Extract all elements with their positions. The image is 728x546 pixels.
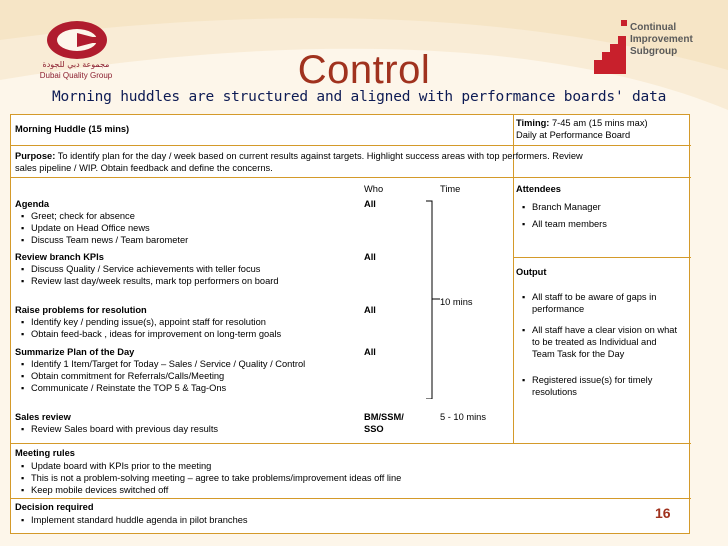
list-item: ▪ Obtain commitment for Referrals/Calls/Meeting — [31, 371, 224, 383]
list-item: ▪ Implement standard huddle agenda in pilot branches — [31, 515, 248, 527]
list-item: ▪ This is not a problem-solving meeting – agree to take problems/improvement ideas off line — [31, 473, 401, 485]
sales-time: 5 - 10 mins — [440, 412, 486, 422]
summarize-who: All — [364, 347, 376, 357]
attendee-item: ▪ Branch Manager — [532, 202, 601, 214]
output-item: ▪ All staff to be aware of gaps in — [532, 292, 656, 304]
list-item: ▪ Keep mobile devices switched off — [31, 485, 168, 497]
logo-english-text: Dubai Quality Group — [39, 71, 113, 80]
agenda-who: All — [364, 199, 376, 209]
purpose-text: To identify plan for the day / week based on current results against targets. Highlight success areas with top performers. Review — [57, 151, 583, 161]
purpose-line-2: sales pipeline / WIP. Obtain feedback and define the concerns. — [15, 163, 273, 173]
list-item: ▪ Review last day/week results, mark top performers on board — [31, 276, 279, 288]
list-item: ▪ Communicate / Reinstate the TOP 5 & Tag-Ons — [31, 383, 226, 395]
page-subtitle: Morning huddles are structured and aligned with performance boards' data — [52, 89, 667, 105]
page-title: Control — [297, 48, 431, 92]
huddle-title: Morning Huddle (15 mins) — [15, 124, 130, 134]
huddle-table — [10, 114, 690, 534]
agenda-title: Agenda — [15, 199, 50, 209]
output-item: ▪ Registered issue(s) for timely — [532, 375, 652, 387]
output-item-cont: Team Task for the Day — [532, 349, 625, 359]
purpose-line — [15, 151, 583, 163]
list-item: ▪ Obtain feed-back , ideas for improvement on long-term goals — [31, 329, 281, 341]
output-item-cont: to be treated as Individual and — [532, 337, 657, 347]
who-column-header: Who — [364, 184, 384, 194]
output-item-cont: resolutions — [532, 387, 577, 397]
list-item: ▪ Greet; check for absence — [31, 211, 135, 223]
row-divider — [11, 177, 691, 178]
sales-title: Sales review — [15, 412, 71, 422]
time-column-header: Time — [440, 184, 461, 194]
timing-block — [516, 118, 648, 130]
list-item: ▪ Identify 1 Item/Target for Today – Sales / Service / Quality / Control — [31, 359, 305, 371]
problems-title: Raise problems for resolution — [15, 305, 147, 315]
logo-right-line: Subgroup — [630, 46, 678, 57]
review-who: All — [364, 252, 376, 262]
list-item: ▪ Identify key / pending issue(s), appoint staff for resolution — [31, 317, 266, 329]
list-item: ▪ Discuss Team news / Team barometer — [31, 235, 188, 247]
problems-who: All — [364, 305, 376, 315]
timing-value: 7-45 am (15 mins max) — [552, 118, 648, 128]
list-item: ▪ Update on Head Office news — [31, 223, 150, 235]
sales-who-2: SSO — [364, 424, 384, 434]
main-time: 10 mins — [440, 297, 473, 307]
list-item: ▪ Discuss Quality / Service achievements with teller focus — [31, 264, 260, 276]
meeting-rules-title: Meeting rules — [15, 448, 75, 458]
list-item: ▪ Review Sales board with previous day results — [31, 424, 218, 436]
logo-arabic-text: مجموعة دبي للجودة — [42, 60, 110, 69]
purpose-label: Purpose: — [15, 151, 56, 161]
timing-label: Timing: — [516, 118, 550, 128]
logo-right-line: Continual — [630, 22, 677, 33]
row-divider — [11, 443, 691, 444]
timing-place: Daily at Performance Board — [516, 130, 631, 140]
sales-who: BM/SSM/ — [364, 412, 404, 422]
row-divider — [11, 145, 691, 146]
row-divider — [513, 257, 691, 258]
output-item: ▪ All staff have a clear vision on what — [532, 325, 677, 337]
output-item-cont: performance — [532, 304, 585, 314]
column-divider — [513, 115, 514, 443]
attendees-column-header: Attendees — [516, 184, 561, 194]
list-item: ▪ Update board with KPIs prior to the meeting — [31, 461, 211, 473]
row-divider — [11, 498, 691, 499]
page-number: 16 — [655, 505, 671, 521]
decision-title: Decision required — [15, 502, 94, 512]
output-title: Output — [516, 267, 547, 277]
summarize-title: Summarize Plan of the Day — [15, 347, 135, 357]
attendee-item: ▪ All team members — [532, 219, 607, 231]
logo-right-line: Improvement — [630, 34, 693, 45]
review-title: Review branch KPIs — [15, 252, 104, 262]
